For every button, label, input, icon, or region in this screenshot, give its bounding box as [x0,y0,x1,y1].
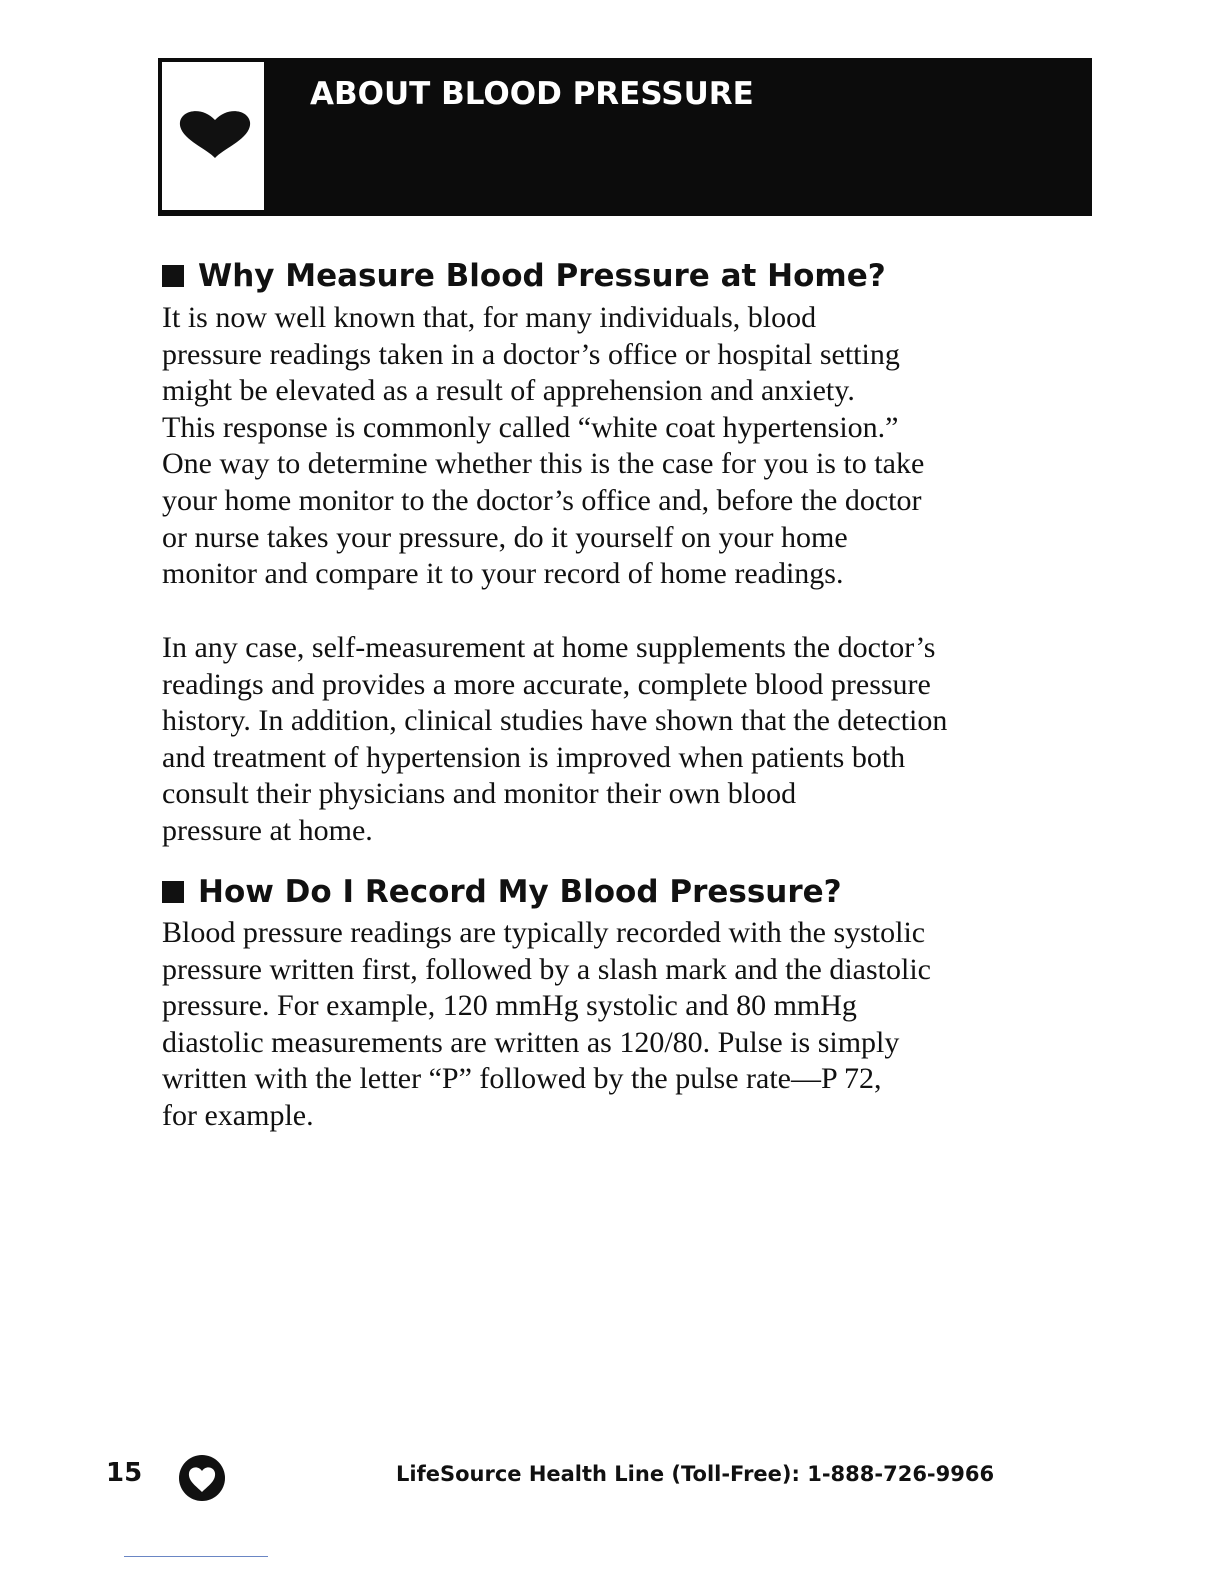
square-bullet-icon [162,881,184,903]
text-line: monitor and compare it to your record of home readings. [162,557,844,591]
text-line: It is now well known that, for many individuals, blood [162,301,817,334]
section-heading-how-record [162,874,842,910]
section-heading-text: Why Measure Blood Pressure at Home? [198,258,886,294]
text-line: pressure written first, followed by a slash mark and the diastolic [162,952,931,986]
paragraph [162,915,1102,1135]
section-heading-why-measure [162,258,886,294]
text-line: Blood pressure readings are typically recorded with the systolic [162,916,926,949]
text-line: your home monitor to the doctor’s office and, before the doctor [162,483,922,517]
text-line: pressure readings taken in a doctor’s office or hospital setting [162,337,900,371]
text-line: and treatment of hypertension is improved when patients both [162,740,906,774]
square-bullet-icon [162,265,184,287]
text-line: or nurse takes your pressure, do it yourself on your home [162,520,848,554]
divider [124,1556,268,1557]
health-line-contact: LifeSource Health Line (Toll-Free): 1-888-726-9966 [396,1462,995,1486]
text-line: written with the letter “P” followed by the pulse rate—P 72, [162,1062,882,1096]
text-line: history. In addition, clinical studies have shown that the detection [162,704,948,738]
page-title: ABOUT BLOOD PRESSURE [310,76,754,112]
header-icon-box [160,60,266,212]
heart-icon [176,108,254,160]
paragraph [162,300,1102,593]
text-line: One way to determine whether this is the case for you is to take [162,447,925,481]
text-line: pressure. For example, 120 mmHg systolic and 80 mmHg [162,989,857,1023]
text-line: readings and provides a more accurate, complete blood pressure [162,667,931,701]
page-number: 15 [106,1458,143,1488]
paragraph [162,630,1102,850]
section-heading-text: How Do I Record My Blood Pressure? [198,874,842,910]
text-line: pressure at home. [162,813,373,847]
text-line: might be elevated as a result of apprehension and anxiety. [162,374,855,408]
text-line: In any case, self-measurement at home supplements the doctor’s [162,631,936,664]
text-line: consult their physicians and monitor their own blood [162,777,797,811]
text-line: This response is commonly called “white coat hypertension.” [162,410,899,444]
text-line: for example. [162,1098,314,1132]
heart-outline-icon [176,1454,228,1502]
text-line: diastolic measurements are written as 120/80. Pulse is simply [162,1025,900,1059]
